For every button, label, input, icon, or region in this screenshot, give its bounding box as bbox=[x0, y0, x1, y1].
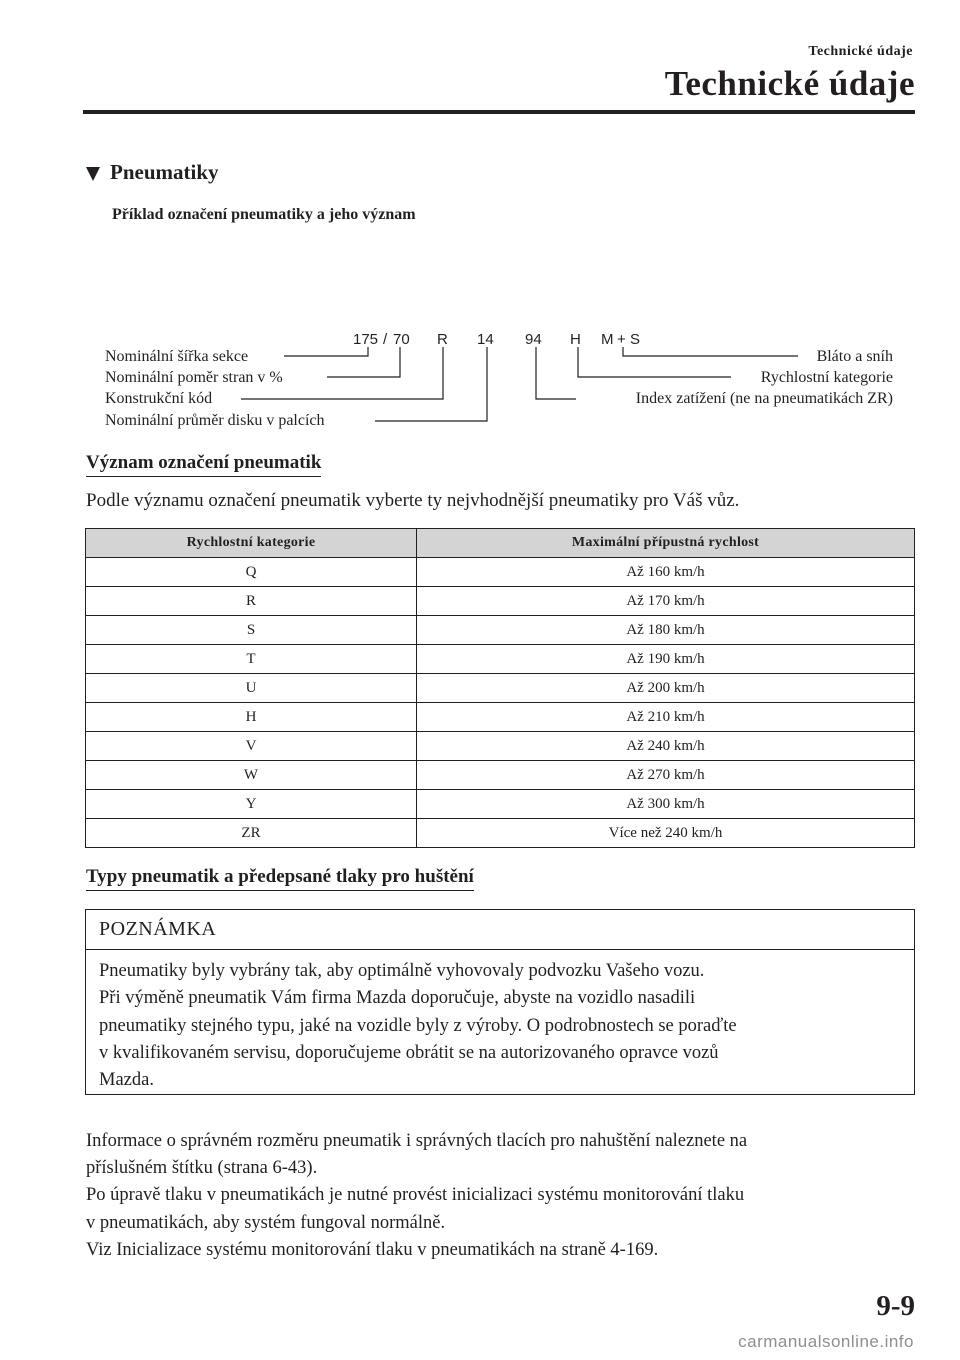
triangle-bullet-icon bbox=[86, 167, 100, 181]
table-row bbox=[86, 761, 915, 790]
running-header-title: Technické údaje bbox=[664, 64, 915, 103]
table-cell-category: T bbox=[86, 645, 417, 674]
note-box bbox=[85, 909, 915, 1095]
table-row bbox=[86, 587, 915, 616]
code-construction: R bbox=[437, 331, 448, 348]
tire-marking-diagram bbox=[0, 320, 960, 440]
section-heading bbox=[86, 160, 219, 185]
table-cell-speed: Více než 240 km/h bbox=[417, 819, 915, 848]
table-cell-speed: Až 210 km/h bbox=[417, 703, 915, 732]
note-body bbox=[86, 950, 914, 1094]
table-header-max-speed: Maximální přípustná rychlost bbox=[417, 529, 915, 558]
table-cell-speed: Až 170 km/h bbox=[417, 587, 915, 616]
running-header-small: Technické údaje bbox=[808, 44, 913, 59]
code-m: M bbox=[601, 331, 614, 348]
table-header-category: Rychlostní kategorie bbox=[86, 529, 417, 558]
note-line: Při výměně pneumatik Vám firma Mazda doporučuje, abyste na vozidlo nasadili bbox=[99, 988, 696, 1009]
example-title: Příklad označení pneumatiky a jeho význam bbox=[112, 206, 416, 223]
label-mud-snow: Bláto a sníh bbox=[816, 348, 893, 365]
table-cell-category: S bbox=[86, 616, 417, 645]
code-load: 94 bbox=[525, 331, 542, 348]
label-section-width: Nominální šířka sekce bbox=[105, 348, 249, 365]
label-load-index: Index zatížení (ne na pneumatikách ZR) bbox=[635, 390, 893, 407]
table-cell-category: Q bbox=[86, 558, 417, 587]
code-width: 175 bbox=[353, 331, 379, 348]
code-speed: H bbox=[570, 331, 581, 348]
table-cell-speed: Až 300 km/h bbox=[417, 790, 915, 819]
note-title: POZNÁMKA bbox=[86, 910, 914, 950]
leader-lines bbox=[241, 347, 798, 421]
table-cell-category: W bbox=[86, 761, 417, 790]
label-construction: Konstrukční kód bbox=[105, 390, 213, 407]
table-cell-category: U bbox=[86, 674, 417, 703]
table-cell-speed: Až 180 km/h bbox=[417, 616, 915, 645]
table-cell-category: ZR bbox=[86, 819, 417, 848]
label-rim-diameter: Nominální průměr disku v palcích bbox=[105, 412, 325, 429]
label-speed-category: Rychlostní kategorie bbox=[760, 369, 893, 386]
table-cell-speed: Až 190 km/h bbox=[417, 645, 915, 674]
table-cell-category: V bbox=[86, 732, 417, 761]
code-plus: + bbox=[617, 331, 626, 348]
table-cell-speed: Až 240 km/h bbox=[417, 732, 915, 761]
label-aspect-ratio: Nominální poměr stran v % bbox=[105, 369, 283, 386]
table-row bbox=[86, 703, 915, 732]
info-paragraph bbox=[86, 1128, 747, 1264]
info-line: v pneumatikách, aby systém fungoval normálně. bbox=[86, 1212, 446, 1233]
info-line: příslušném štítku (strana 6-43). bbox=[86, 1158, 318, 1179]
table-cell-category: H bbox=[86, 703, 417, 732]
table-cell-category: R bbox=[86, 587, 417, 616]
table-row bbox=[86, 645, 915, 674]
table-row bbox=[86, 674, 915, 703]
code-rim: 14 bbox=[477, 331, 494, 348]
table-row bbox=[86, 558, 915, 587]
watermark: carmanualsonline.info bbox=[738, 1332, 914, 1351]
table-row bbox=[86, 616, 915, 645]
note-line: pneumatiky stejného typu, jaké na vozidle byly z výroby. O podrobnostech se poraďte bbox=[99, 1015, 737, 1036]
types-heading: Typy pneumatik a předepsané tlaky pro huštění bbox=[86, 866, 474, 891]
code-slash: / bbox=[383, 331, 388, 348]
table-cell-category: Y bbox=[86, 790, 417, 819]
note-line: Pneumatiky byly vybrány tak, aby optimálně vyhovovaly podvozku Vašeho vozu. bbox=[99, 961, 705, 981]
code-s: S bbox=[630, 331, 641, 348]
meaning-heading: Význam označení pneumatik bbox=[86, 452, 321, 477]
table-row bbox=[86, 790, 915, 819]
section-title: Pneumatiky bbox=[110, 160, 219, 184]
table-cell-speed: Až 200 km/h bbox=[417, 674, 915, 703]
table-cell-speed: Až 270 km/h bbox=[417, 761, 915, 790]
speed-category-table bbox=[85, 528, 915, 848]
meaning-text: Podle významu označení pneumatik vyberte ty nejvhodnější pneumatiky pro Váš vůz. bbox=[86, 490, 740, 511]
table-row bbox=[86, 819, 915, 848]
page-number: 9-9 bbox=[876, 1290, 915, 1322]
table-row bbox=[86, 732, 915, 761]
info-line: Po úpravě tlaku v pneumatikách je nutné provést inicializaci systému monitorování tlaku bbox=[86, 1185, 745, 1206]
code-ratio: 70 bbox=[393, 331, 410, 348]
note-line: Mazda. bbox=[99, 1070, 154, 1091]
info-line: Viz Inicializace systému monitorování tlaku v pneumatikách na straně 4-169. bbox=[86, 1239, 659, 1260]
table-cell-speed: Až 160 km/h bbox=[417, 558, 915, 587]
info-line: Informace o správném rozměru pneumatik i správných tlacích pro nahuštění naleznete na bbox=[86, 1131, 748, 1151]
table-header-row bbox=[86, 529, 915, 558]
note-line: v kvalifikovaném servisu, doporučujeme obrátit se na autorizovaného opravce vozů bbox=[99, 1042, 719, 1063]
header-rule bbox=[83, 110, 915, 114]
